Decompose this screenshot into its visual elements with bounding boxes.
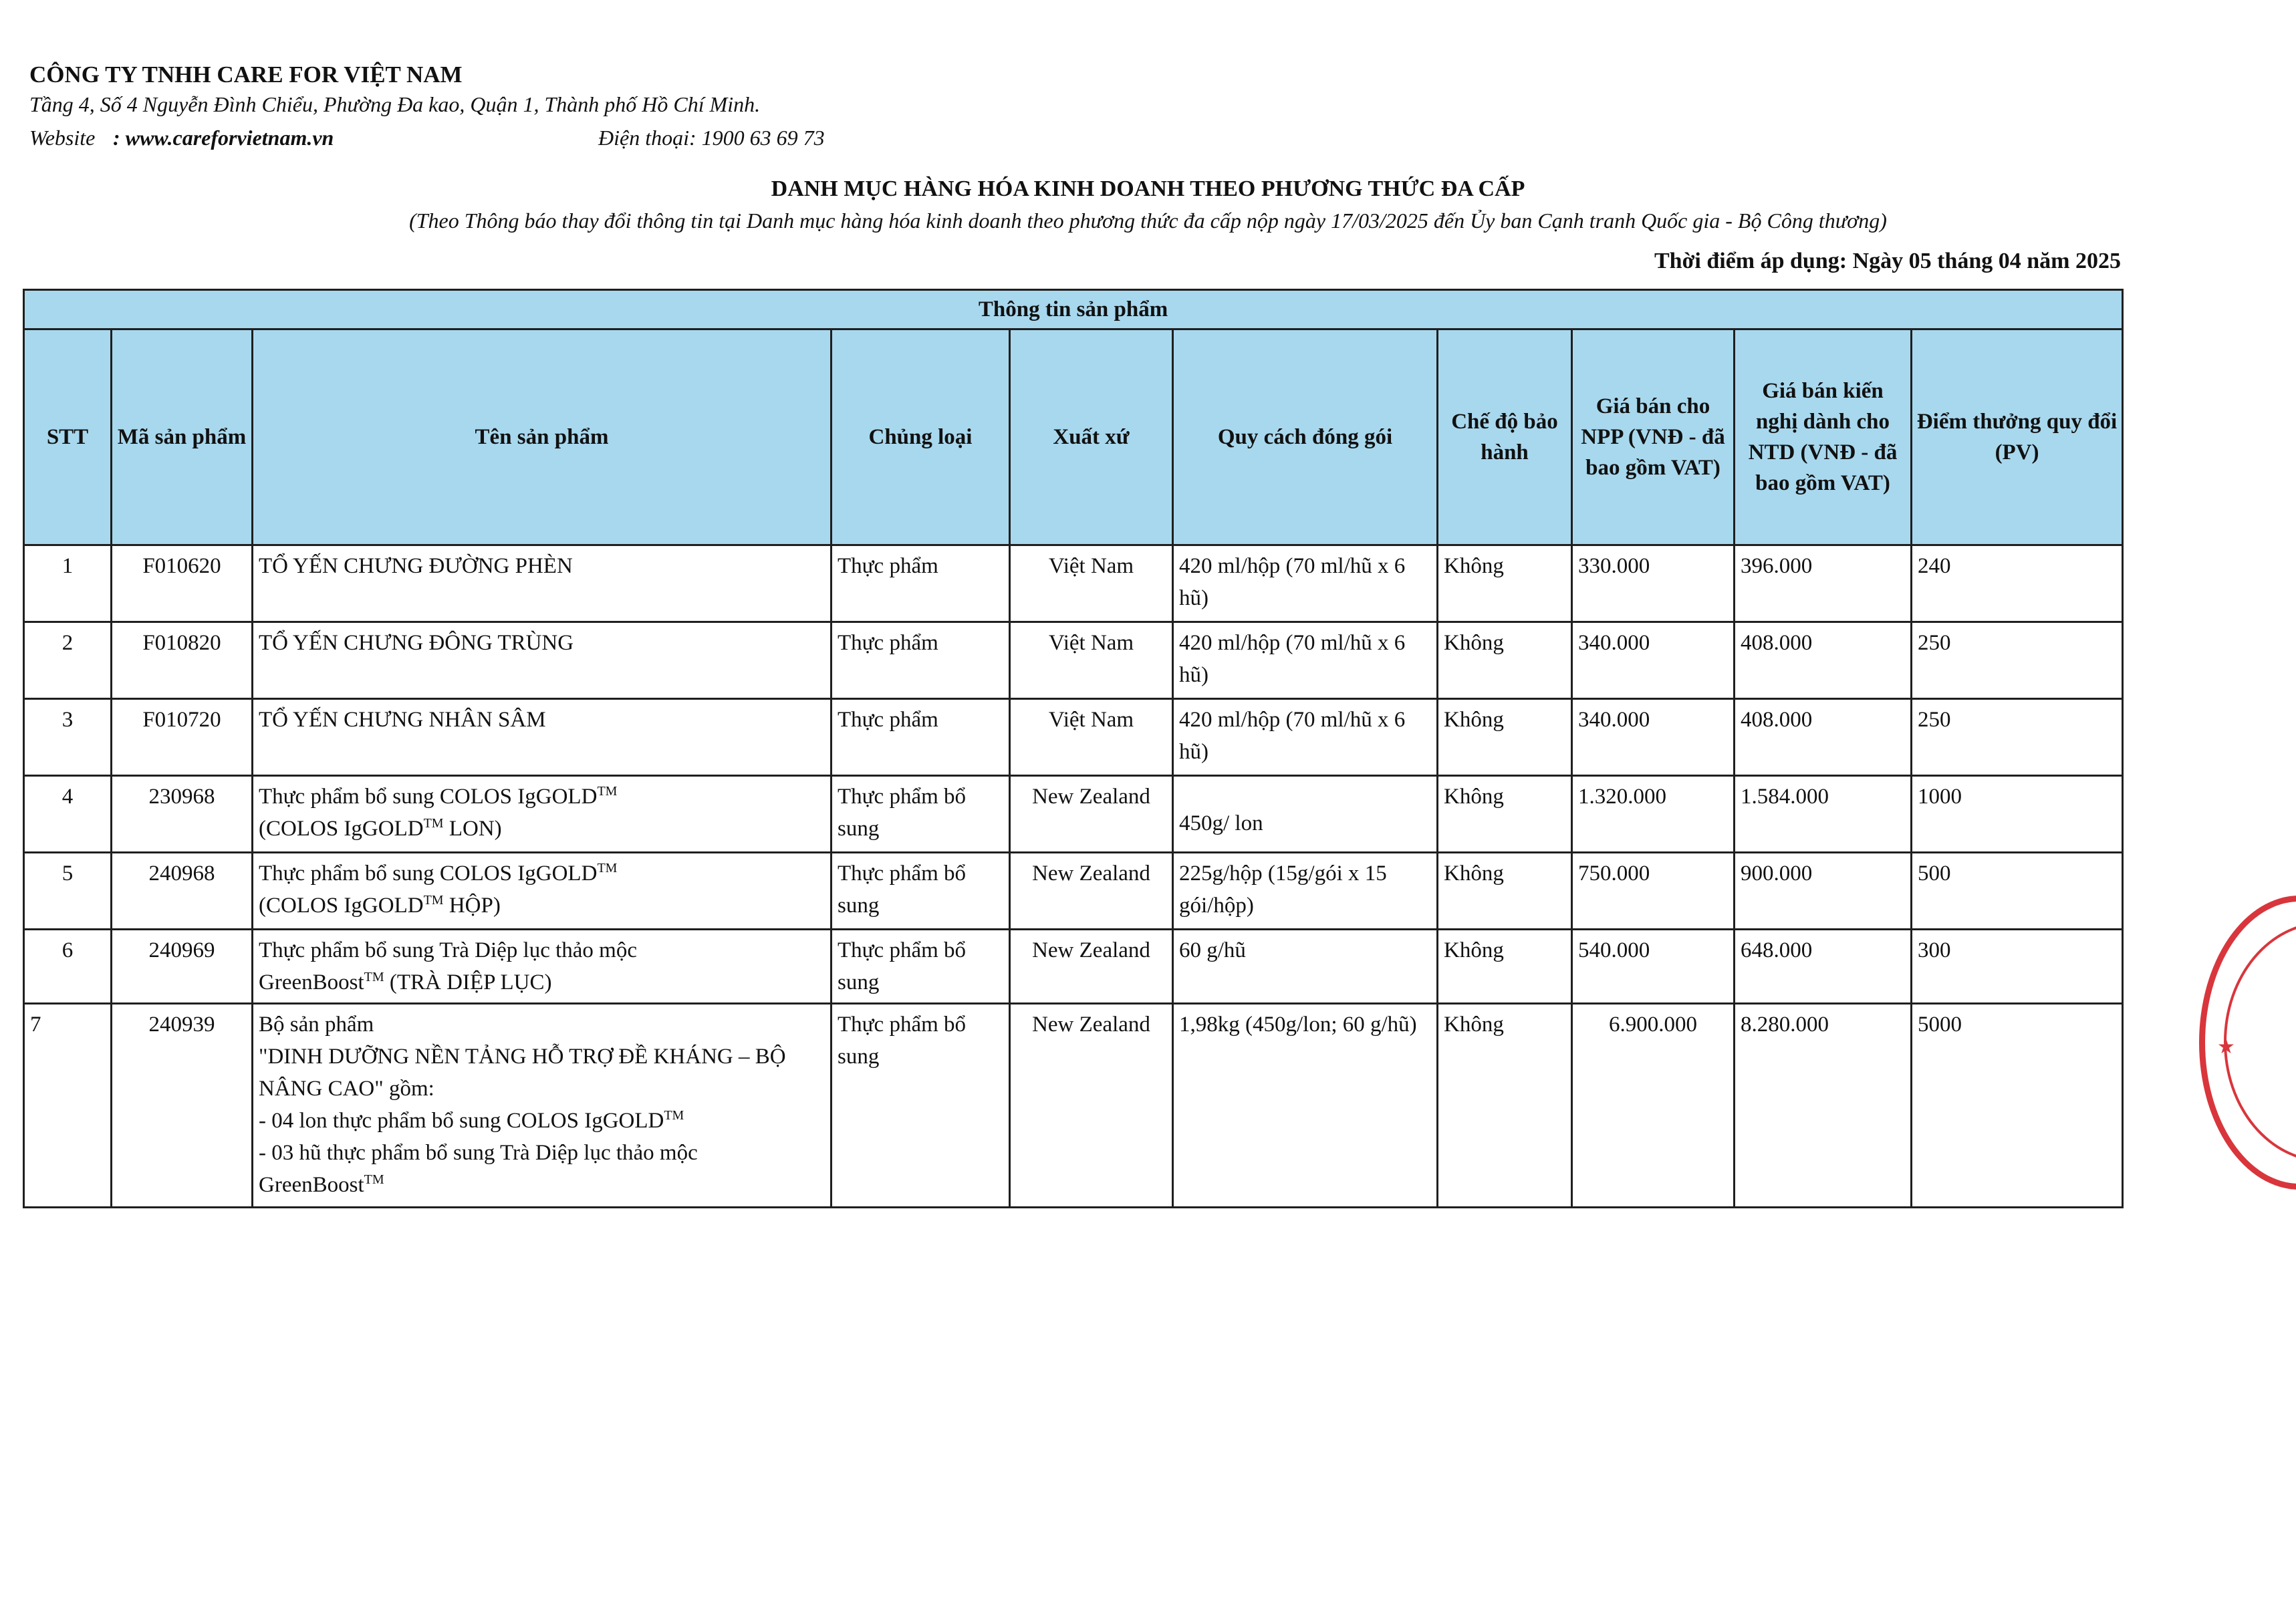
name-line-3: LON): [443, 817, 502, 841]
cell-price-npp: 750.000: [1572, 853, 1735, 930]
cell-origin: New Zealand: [1010, 1004, 1173, 1208]
stamp-star-icon: ★: [2217, 1035, 2235, 1059]
table-row: [24, 1004, 2123, 1208]
name-line-3: HỘP): [443, 894, 501, 918]
cell-warranty: Không: [1438, 853, 1572, 930]
cell-name: [253, 1004, 832, 1208]
cell-code: 230968: [112, 776, 253, 853]
document-title: DANH MỤC HÀNG HÓA KINH DOANH THEO PHƯƠNG THỨC ĐA CẤP: [771, 176, 1525, 201]
cell-price-ntd: 648.000: [1735, 930, 1912, 1004]
table-row: [24, 930, 2123, 1004]
name-line-2: (COLOS IgGOLD: [259, 817, 424, 841]
name-line-2: (COLOS IgGOLD: [259, 894, 424, 918]
table-row: [24, 853, 2123, 930]
cell-code: 240969: [112, 930, 253, 1004]
cell-price-ntd: 8.280.000: [1735, 1004, 1912, 1208]
table-row: [24, 545, 2123, 622]
cell-origin: Việt Nam: [1010, 545, 1173, 622]
name-line-1: Thực phẩm bổ sung Trà Diệp lục thảo mộc: [259, 938, 637, 962]
cell-origin: Việt Nam: [1010, 699, 1173, 776]
cell-points: 1000: [1912, 776, 2123, 853]
group-header: Thông tin sản phẩm: [24, 290, 2123, 329]
cell-origin: Việt Nam: [1010, 622, 1173, 699]
cell-points: 300: [1912, 930, 2123, 1004]
cell-stt: 3: [24, 699, 112, 776]
cell-warranty: Không: [1438, 776, 1572, 853]
cell-name: [253, 853, 832, 930]
cell-category: Thực phẩm bổ sung: [832, 853, 1010, 930]
company-address: Tầng 4, Số 4 Nguyễn Đình Chiểu, Phường Đa kao, Quận 1, Thành phố Hồ Chí Minh.: [29, 92, 761, 116]
cell-packaging: 1,98kg (450g/lon; 60 g/hũ): [1173, 1004, 1438, 1208]
col-header-origin: Xuất xứ: [1010, 329, 1173, 545]
cell-price-ntd: 900.000: [1735, 853, 1912, 930]
col-header-points: Điểm thưởng quy đổi (PV): [1912, 329, 2123, 545]
cell-points: 5000: [1912, 1004, 2123, 1208]
cell-category: Thực phẩm: [832, 699, 1010, 776]
cell-price-ntd: 408.000: [1735, 622, 1912, 699]
col-header-price-ntd: Giá bán kiến nghị dành cho NTD (VNĐ - đã bao gồm VAT): [1735, 329, 1912, 545]
name-line-2: "DINH DƯỠNG NỀN TẢNG HỖ TRỢ ĐỀ KHÁNG – BỘ NÂNG CAO" gồm:: [259, 1045, 786, 1101]
cell-stt: 1: [24, 545, 112, 622]
cell-price-npp: 340.000: [1572, 699, 1735, 776]
table-row: [24, 776, 2123, 853]
trademark-mark: TM: [597, 861, 618, 876]
trademark-mark: TM: [597, 784, 618, 799]
trademark-mark: TM: [423, 816, 444, 831]
col-header-category: Chủng loại: [832, 329, 1010, 545]
cell-price-npp: 340.000: [1572, 622, 1735, 699]
cell-origin: New Zealand: [1010, 930, 1173, 1004]
cell-name: TỔ YẾN CHƯNG NHÂN SÂM: [253, 699, 832, 776]
name-line-3: - 04 lon thực phẩm bổ sung COLOS IgGOLD: [259, 1109, 664, 1133]
cell-code: F010820: [112, 622, 253, 699]
cell-warranty: Không: [1438, 699, 1572, 776]
cell-origin: New Zealand: [1010, 776, 1173, 853]
cell-name: [253, 776, 832, 853]
cell-price-npp: 540.000: [1572, 930, 1735, 1004]
trademark-mark: TM: [364, 1172, 384, 1187]
cell-code: F010620: [112, 545, 253, 622]
col-header-price-npp: Giá bán cho NPP (VNĐ - đã bao gồm VAT): [1572, 329, 1735, 545]
cell-packaging: 420 ml/hộp (70 ml/hũ x 6 hũ): [1173, 622, 1438, 699]
cell-price-ntd: 1.584.000: [1735, 776, 1912, 853]
cell-points: 240: [1912, 545, 2123, 622]
cell-packaging: 420 ml/hộp (70 ml/hũ x 6 hũ): [1173, 699, 1438, 776]
cell-code: 240939: [112, 1004, 253, 1208]
cell-code: F010720: [112, 699, 253, 776]
cell-price-ntd: 408.000: [1735, 699, 1912, 776]
company-phone: Điện thoại: 1900 63 69 73: [598, 126, 825, 150]
cell-points: 500: [1912, 853, 2123, 930]
name-line-1: Thực phẩm bổ sung COLOS IgGOLD: [259, 861, 598, 886]
cell-category: Thực phẩm: [832, 622, 1010, 699]
name-line-2: GreenBoost: [259, 970, 364, 994]
col-header-code: Mã sản phẩm: [112, 329, 253, 545]
cell-price-ntd: 396.000: [1735, 545, 1912, 622]
cell-name: TỔ YẾN CHƯNG ĐƯỜNG PHÈN: [253, 545, 832, 622]
company-name: CÔNG TY TNHH CARE FOR VIỆT NAM: [29, 61, 463, 88]
cell-warranty: Không: [1438, 930, 1572, 1004]
cell-packaging: 225g/hộp (15g/gói x 15 gói/hộp): [1173, 853, 1438, 930]
cell-stt: 2: [24, 622, 112, 699]
cell-category: Thực phẩm bổ sung: [832, 930, 1010, 1004]
col-header-warranty: Chế độ bảo hành: [1438, 329, 1572, 545]
cell-price-npp: 330.000: [1572, 545, 1735, 622]
name-line-3: (TRÀ DIỆP LỤC): [384, 970, 552, 994]
name-line-1: Bộ sản phẩm: [259, 1013, 374, 1037]
packaging-text: 450g/ lon: [1179, 811, 1263, 835]
cell-name: [253, 930, 832, 1004]
cell-stt: 5: [24, 853, 112, 930]
company-website: [29, 126, 334, 150]
product-table: [23, 289, 2124, 1208]
company-seal-stamp: [2199, 896, 2296, 1190]
website-value[interactable]: : www.careforvietnam.vn: [113, 126, 334, 150]
col-header-name: Tên sản phẩm: [253, 329, 832, 545]
cell-code: 240968: [112, 853, 253, 930]
website-label: Website: [29, 126, 96, 150]
table-row: [24, 699, 2123, 776]
cell-points: 250: [1912, 622, 2123, 699]
trademark-mark: TM: [664, 1108, 684, 1123]
cell-origin: New Zealand: [1010, 853, 1173, 930]
table-row: [24, 622, 2123, 699]
cell-category: Thực phẩm: [832, 545, 1010, 622]
cell-warranty: Không: [1438, 545, 1572, 622]
cell-stt: 6: [24, 930, 112, 1004]
document-subtitle: (Theo Thông báo thay đổi thông tin tại Danh mục hàng hóa kinh doanh theo phương thức đa cấp nộp ngày 17/03/2025 đến Ủy ban Cạnh tranh Quốc gia - Bộ Công thương): [409, 209, 1887, 233]
cell-price-npp: 6.900.000: [1572, 1004, 1735, 1208]
cell-stt: 7: [24, 1004, 112, 1208]
cell-category: Thực phẩm bổ sung: [832, 1004, 1010, 1208]
cell-stt: 4: [24, 776, 112, 853]
effective-date: Thời điểm áp dụng: Ngày 05 tháng 04 năm 2025: [1654, 249, 2121, 273]
cell-packaging: 60 g/hũ: [1173, 930, 1438, 1004]
name-line-4: - 03 hũ thực phẩm bổ sung Trà Diệp lục thảo mộc GreenBoost: [259, 1141, 698, 1197]
cell-points: 250: [1912, 699, 2123, 776]
cell-price-npp: 1.320.000: [1572, 776, 1735, 853]
cell-name: TỔ YẾN CHƯNG ĐÔNG TRÙNG: [253, 622, 832, 699]
cell-packaging: [1173, 776, 1438, 853]
trademark-mark: TM: [423, 893, 444, 908]
cell-packaging: 420 ml/hộp (70 ml/hũ x 6 hũ): [1173, 545, 1438, 622]
cell-warranty: Không: [1438, 622, 1572, 699]
col-header-packaging: Quy cách đóng gói: [1173, 329, 1438, 545]
cell-warranty: Không: [1438, 1004, 1572, 1208]
name-line-1: Thực phẩm bổ sung COLOS IgGOLD: [259, 785, 598, 809]
cell-category: Thực phẩm bổ sung: [832, 776, 1010, 853]
col-header-stt: STT: [24, 329, 112, 545]
trademark-mark: TM: [364, 970, 384, 984]
